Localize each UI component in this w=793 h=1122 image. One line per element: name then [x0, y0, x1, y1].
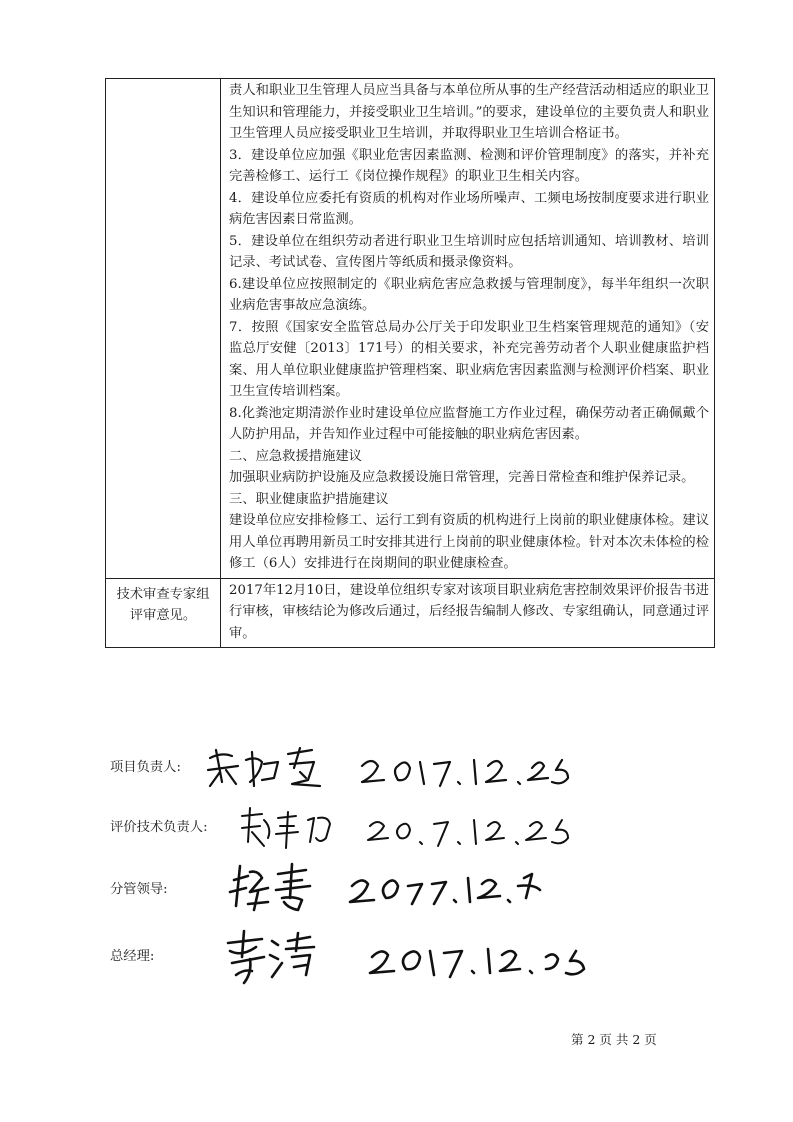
measures-paragraph: 5．建设单位在组织劳动者进行职业卫生培训时应包括培训通知、培训教材、培训记录、考试试卷、宣传图片等纸质和摄录像资料。 — [229, 233, 709, 270]
page-number: 第 2 页 共 2 页 — [571, 1032, 657, 1047]
signature-label: 项目负责人: — [110, 760, 181, 775]
measures-paragraph: 4．建设单位应委托有资质的机构对作业场所噪声、工频电场按制度要求进行职业病危害因素日常监测。 — [229, 190, 709, 227]
measures-paragraph: 8.化粪池定期清淤作业时建设单位应监督施工方作业过程，确保劳动者正确佩戴个人防护用品，并告知作业过程中可能接触的职业病危害因素。 — [229, 405, 709, 442]
section-heading: 三、职业健康监护措施建议 — [229, 491, 389, 507]
expert-row — [106, 578, 715, 648]
measures-paragraph: 责人和职业卫生管理人员应当具备与本单位所从事的生产经营活动相适应的职业卫生知识和管理能力，并接受职业卫生培训。”的要求，建设单位的主要负责人和职业卫生管理人员应接受职业卫生培训，并取得职业卫生培训合格证书。 — [229, 83, 709, 141]
measures-label-cell — [106, 79, 221, 579]
signature-row-project-lead — [110, 740, 590, 800]
review-table — [105, 78, 715, 648]
handwritten-signature — [202, 740, 582, 800]
signature-row-tech-lead — [110, 800, 590, 860]
handwritten-signature — [222, 927, 622, 987]
measures-paragraph: 6.建设单位应按照制定的《职业病危害应急救援与管理制度》，每半年组织一次职业病危害事故应急演练。 — [229, 276, 709, 313]
handwritten-signature — [238, 802, 608, 858]
signature-label: 分管领导: — [110, 882, 168, 897]
measures-paragraph: 建设单位应安排检修工、运行工到有资质的机构进行上岗前的职业健康体检。建议用人单位再聘用新员工时安排其进行上岗前的职业健康体检。针对本次未体检的检修工（6人）安排进行在岗期间的职业健康检查。 — [229, 513, 709, 571]
measures-cell — [221, 79, 715, 579]
measures-paragraph: 7．按照《国家安全监管总局办公厅关于印发职业卫生档案管理规范的通知》（安监总厅安健〔2013〕171号）的相关要求，补充完善劳动者个人职业健康监护档案、用人单位职业健康监护管理档案、职业病危害因素监测与检测评价档案、职业卫生宣传培训档案。 — [229, 319, 709, 399]
signature-label: 评价技术负责人: — [110, 820, 208, 835]
signature-row-general-manager — [110, 925, 590, 985]
signature-row-manager — [110, 858, 590, 918]
section-heading: 二、应急救援措施建议 — [229, 448, 362, 464]
expert-opinion: 2017年12月10日，建设单位组织专家对该项目职业病危害控制效果评价报告书进行审核，审核结论为修改后通过，后经报告编制人修改、专家组确认，同意通过评审。 — [229, 582, 709, 641]
expert-opinion-cell — [221, 578, 715, 648]
measures-paragraph: 加强职业病防护设施及应急救援设施日常管理，完善日常检查和维护保养记录。 — [229, 470, 695, 485]
handwritten-signature — [228, 858, 608, 918]
measures-row — [106, 79, 715, 579]
signature-label: 总经理: — [110, 949, 155, 964]
expert-label: 技术审查专家组评审意见。 — [106, 578, 221, 648]
measures-paragraph: 3．建设单位应加强《职业危害因素监测、检测和评价管理制度》的落实，并补充完善检修工、运行工《岗位操作规程》的职业卫生相关内容。 — [229, 147, 709, 184]
